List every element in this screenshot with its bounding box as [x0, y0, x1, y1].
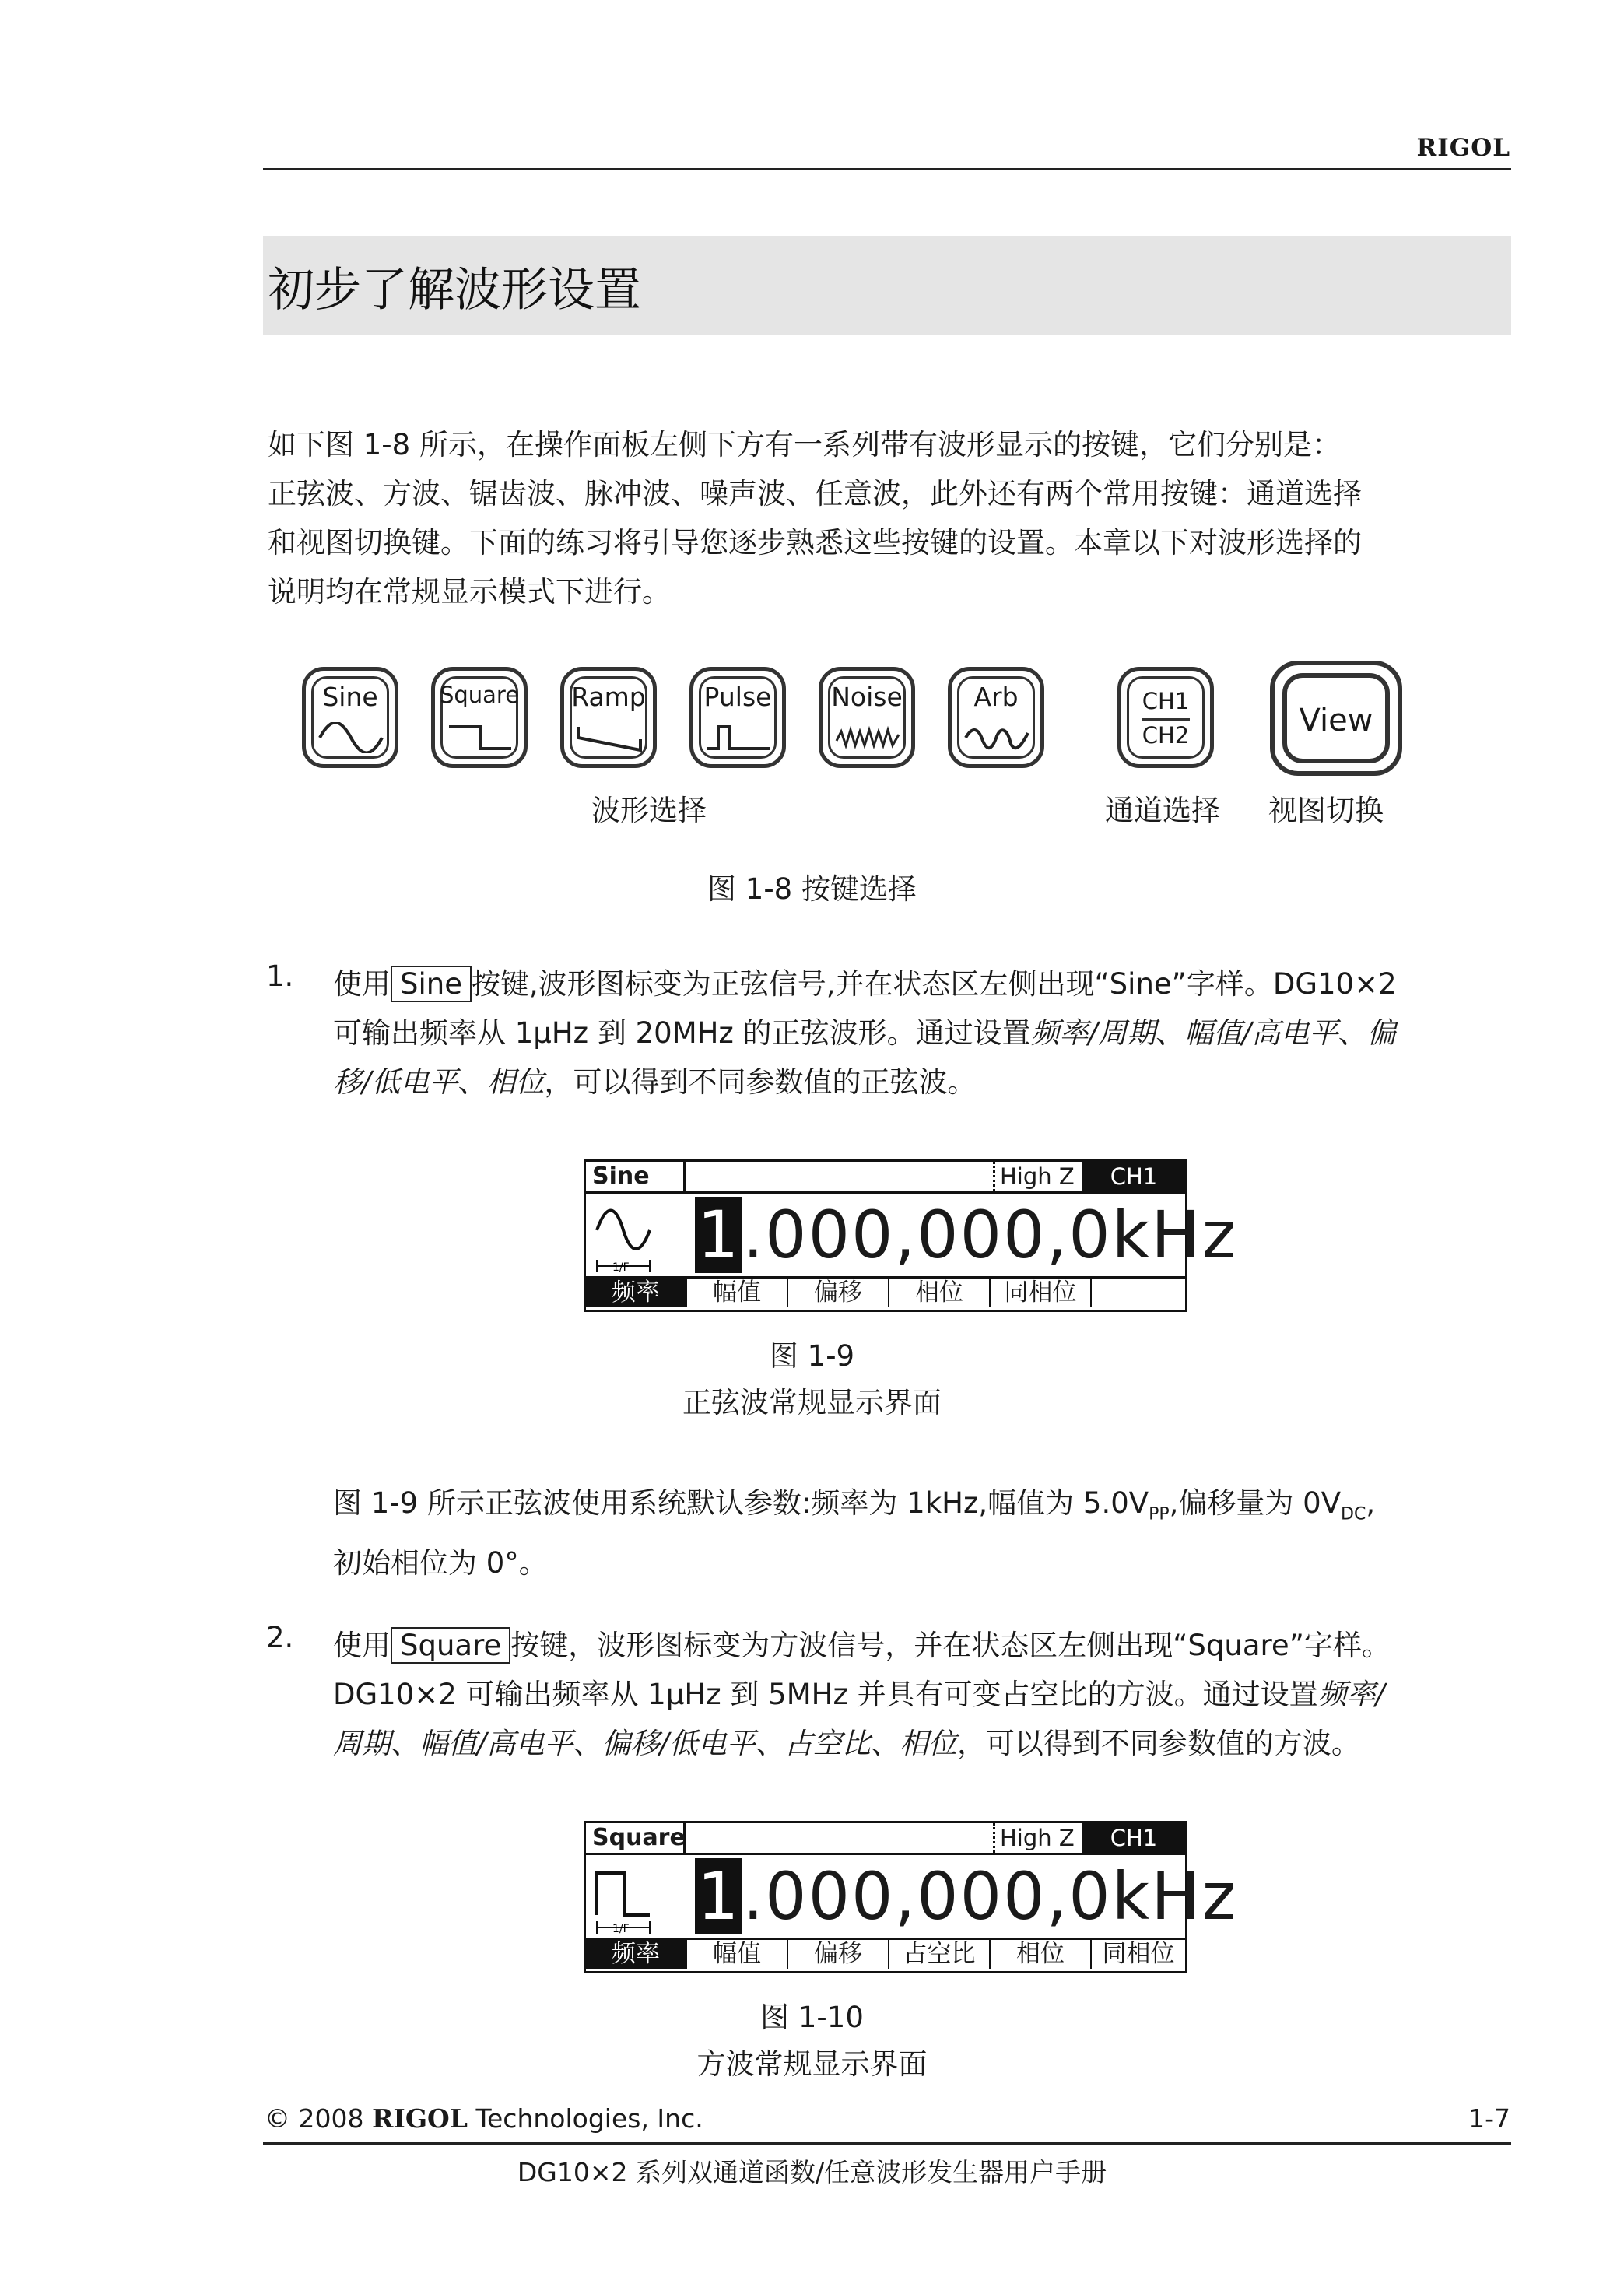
lcd-status-row: [586, 1823, 1185, 1855]
pulse-key-label: Pulse: [703, 682, 772, 712]
period-mark: 1/F: [612, 1261, 630, 1274]
noise-key-label: Noise: [831, 682, 903, 712]
lcd-channel: CH1: [1082, 1823, 1185, 1853]
lcd-channel: CH1: [1082, 1162, 1185, 1191]
pulse-wave-icon: [706, 722, 771, 753]
footer-copyright: © 2008 RIGOL Technologies, Inc.: [265, 2103, 703, 2134]
square-key-figure: [431, 667, 528, 768]
softkey-align-phase: 同相位: [1102, 1940, 1175, 1968]
square-lcd-display: [584, 1821, 1238, 1973]
ch2-label: CH2: [1142, 722, 1190, 749]
sine-lcd-display: [584, 1159, 1238, 1312]
item-1-number: 1.: [266, 959, 294, 993]
softkey-duty-cycle: 占空比: [889, 1940, 991, 1969]
softkey-amplitude: 幅值: [687, 1940, 788, 1969]
softkey-amplitude: 幅值: [687, 1279, 788, 1307]
figure-1-10-desc: 方波常规显示界面: [696, 2047, 928, 2081]
ramp-key-label: Ramp: [571, 682, 646, 712]
footer-manual-title: DG10×2 系列双通道函数/任意波形发生器用户手册: [517, 2157, 1107, 2187]
channel-divider: [1142, 718, 1190, 721]
header-rule: [263, 168, 1511, 170]
square-wave-icon: [447, 722, 513, 753]
lcd-impedance: High Z: [993, 1162, 1082, 1191]
ramp-key-figure: [560, 667, 657, 768]
intro-paragraph: [268, 420, 1509, 616]
intro-line: 说明均在常规显示模式下进行。: [268, 575, 671, 609]
figure-1-9-desc: 正弦波常规显示界面: [682, 1386, 942, 1419]
arb-wave-icon: [964, 722, 1029, 753]
ch1-label: CH1: [1142, 688, 1190, 714]
view-key-figure: [1270, 661, 1402, 776]
lcd-impedance: High Z: [993, 1823, 1082, 1853]
wave-select-caption: 波形选择: [591, 794, 707, 827]
softkey-frequency: 频率: [586, 1279, 687, 1307]
sine-key-figure: [302, 667, 398, 768]
noise-wave-icon: [835, 722, 900, 753]
item-1-paragraph: 使用 Sine 按键,波形图标变为正弦信号,并在状态区左侧出现“Sine”字样。DG10×2 可输出频率从 1μHz 到 20MHz 的正弦波形。通过设置频率/周期、幅值/高电平、偏 移/低电平、相位，可以得到不同参数值的正弦波。: [333, 967, 1397, 1099]
noise-key-figure: [819, 667, 915, 768]
sine-key-ref: Sine: [391, 966, 472, 1002]
channel-select-caption: 通道选择: [1105, 794, 1220, 827]
lcd-frequency: 1.000,000,0kHz: [695, 1859, 1238, 1934]
intro-line: 和视图切换键。下面的练习将引导您逐步熟悉这些按键的设置。本章以下对波形选择的: [268, 526, 1362, 559]
freq-cursor: 1: [695, 1858, 742, 1934]
item-2-number: 2.: [266, 1621, 294, 1654]
arb-key-label: Arb: [973, 682, 1019, 712]
item-2-paragraph: 使用 Square 按键，波形图标变为方波信号，并在状态区左侧出现“Square”字样。 DG10×2 可输出频率从 1μHz 到 5MHz 并具有可变占空比的方波。通过设置频率/ 周期、幅值/高电平、偏移/低电平、占空比、相位，可以得到不同参数值的方波。: [333, 1629, 1391, 1760]
channel-key-figure: [1117, 667, 1214, 768]
sine-wave-icon: [318, 722, 384, 753]
view-key-label: View: [1299, 703, 1373, 738]
arb-key-figure: [948, 667, 1044, 768]
lcd-softkey-row: [586, 1938, 1185, 1971]
lcd-square-icon: [592, 1861, 686, 1938]
square-key-label: Square: [439, 682, 520, 708]
lcd-sine-icon: [592, 1199, 686, 1277]
view-switch-caption: 视图切换: [1268, 794, 1384, 827]
square-key-ref: Square: [391, 1627, 510, 1664]
footer-rule: [263, 2142, 1511, 2145]
freq-cursor: 1: [695, 1197, 742, 1273]
softkey-offset: 偏移: [788, 1279, 889, 1307]
figure-1-10-label: 图 1-10: [760, 2001, 864, 2034]
header-brand: RIGOL: [1416, 134, 1510, 162]
footer-brand: RIGOL: [371, 2103, 468, 2134]
ramp-wave-icon: [577, 722, 642, 753]
lcd-status-row: [586, 1162, 1185, 1194]
softkey-phase: 相位: [889, 1279, 991, 1307]
default-params-note: 图 1-9 所示正弦波使用系统默认参数:频率为 1kHz,幅值为 $5.0V_{PP}$,偏移量为 $0V_{DC}$, 初始相位为 0°。: [333, 1486, 1376, 1580]
softkey-align-phase: 同相位: [991, 1279, 1092, 1307]
figure-1-8-caption: 图 1-8 按键选择: [707, 872, 917, 906]
figure-1-9-label: 图 1-9: [769, 1339, 855, 1373]
lcd-wave-name: Square: [586, 1823, 686, 1853]
softkey-offset: 偏移: [788, 1940, 889, 1969]
section-title: 初步了解波形设置: [268, 263, 641, 317]
lcd-wave-name: Sine: [586, 1162, 686, 1191]
intro-line: 正弦波、方波、锯齿波、脉冲波、噪声波、任意波，此外还有两个常用按键：通道选择: [268, 477, 1362, 510]
softkey-frequency: 频率: [586, 1940, 687, 1969]
softkey-phase: 相位: [991, 1940, 1092, 1969]
lcd-softkey-row: [586, 1276, 1185, 1310]
lcd-frequency: 1.000,000,0kHz: [695, 1198, 1238, 1272]
sine-key-label: Sine: [322, 682, 378, 712]
intro-line: 如下图 1-8 所示，在操作面板左侧下方有一系列带有波形显示的按键，它们分别是：: [268, 428, 1341, 461]
pulse-key-figure: [689, 667, 786, 768]
period-mark: 1/F: [612, 1923, 630, 1935]
softkey-empty: [1092, 1279, 1185, 1307]
footer-page-number: 1-7: [1468, 2103, 1510, 2134]
